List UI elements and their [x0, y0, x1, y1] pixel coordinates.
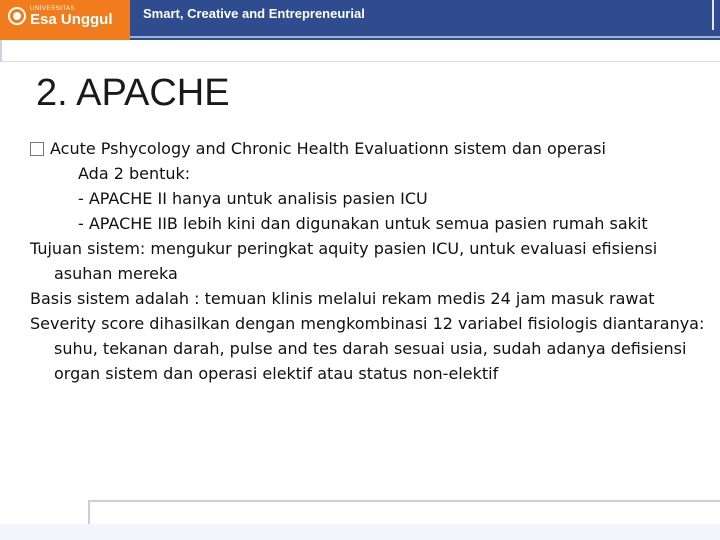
slide-body — [30, 136, 710, 386]
tagline: Smart, Creative and Entrepreneurial — [143, 6, 365, 21]
paragraph-severity: Severity score dihasilkan dengan mengkombinasi 12 variabel fisiologis diantaranya: suhu, tekanan darah, pulse and tes darah sesuai usia, sudah adanya defisiensi organ sistem dan operasi elektif atau status non-elektif — [30, 314, 705, 383]
paragraph-basis: Basis sistem adalah : temuan klinis melalui rekam medis 24 jam masuk rawat — [30, 289, 655, 308]
checkbox-bullet-icon — [30, 142, 44, 156]
esa-unggul-logo-icon — [8, 7, 26, 25]
paragraph-apache-text: Acute Pshycology and Chronic Health Evaluationn sistem dan operasi — [50, 139, 606, 158]
apache-forms-heading: Ada 2 bentuk: — [78, 164, 191, 183]
logo-text: Esa Unggul — [30, 11, 113, 28]
paragraph-apache — [30, 136, 710, 236]
frame-top-border — [0, 61, 720, 62]
paragraph-goal: Tujuan sistem: mengukur peringkat aquity pasien ICU, untuk evaluasi efisiensi asuhan mereka — [30, 239, 658, 283]
frame-left-border — [0, 40, 2, 62]
header-divider — [130, 36, 720, 38]
logo-small-text: UNIVERSITAS — [30, 6, 76, 12]
frame-right-border — [712, 0, 714, 30]
header-band — [0, 0, 720, 40]
footer-frame — [88, 500, 720, 524]
slide-title: 2. APACHE — [36, 72, 230, 114]
logo — [0, 0, 130, 40]
apache-ii-line: - APACHE II hanya untuk analisis pasien ICU — [78, 189, 428, 208]
apache-iib-line: - APACHE IIB lebih kini dan digunakan untuk semua pasien rumah sakit — [78, 214, 648, 233]
footer-band — [0, 524, 720, 540]
